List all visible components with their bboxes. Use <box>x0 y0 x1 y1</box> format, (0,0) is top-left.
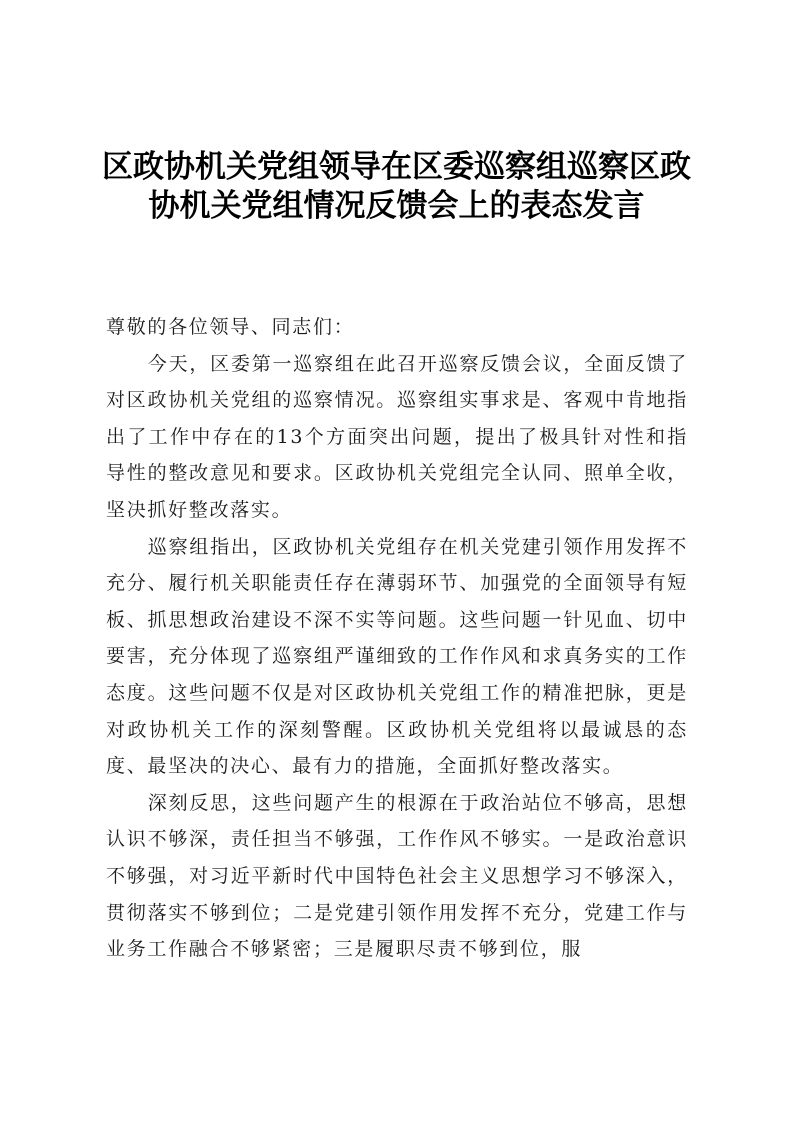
document-body <box>106 309 688 968</box>
paragraph-3: 深刻反思，这些问题产生的根源在于政治站位不够高，思想认识不够深，责任担当不够强，工作作风不够实。一是政治意识不够强，对习近平新时代中国特色社会主义思想学习不够深入，贯彻落实不够到位；二是党建引领作用发挥不充分，党建工作与业务工作融合不够紧密；三是履职尽责不够到位，服 <box>106 791 688 961</box>
document-title: 区政协机关党组领导在区委巡察组巡察区政协机关党组情况反馈会上的表态发言 <box>102 149 691 224</box>
paragraph-2: 巡察组指出，区政协机关党组存在机关党建引领作用发挥不充分、履行机关职能责任存在薄弱环节、加强党的全面领导有短板、抓思想政治建设不深不实等问题。这些问题一针见血、切中要害，充分体现了巡察组严谨细致的工作作风和求真务实的工作态度。这些问题不仅是对区政协机关党组工作的精准把脉，更是对政协机关工作的深刻警醒。区政协机关党组将以最诚恳的态度、最坚决的决心、最有力的措施，全面抓好整改落实。 <box>106 535 688 778</box>
salutation: 尊敬的各位领导、同志们： <box>106 316 355 338</box>
paragraph-1: 今天，区委第一巡察组在此召开巡察反馈会议，全面反馈了对区政协机关党组的巡察情况。巡察组实事求是、客观中肯地指出了工作中存在的13个方面突出问题，提出了极具针对性和指导性的整改意见和要求。区政协机关党组完全认同、照单全收，坚决抓好整改落实。 <box>106 352 688 521</box>
